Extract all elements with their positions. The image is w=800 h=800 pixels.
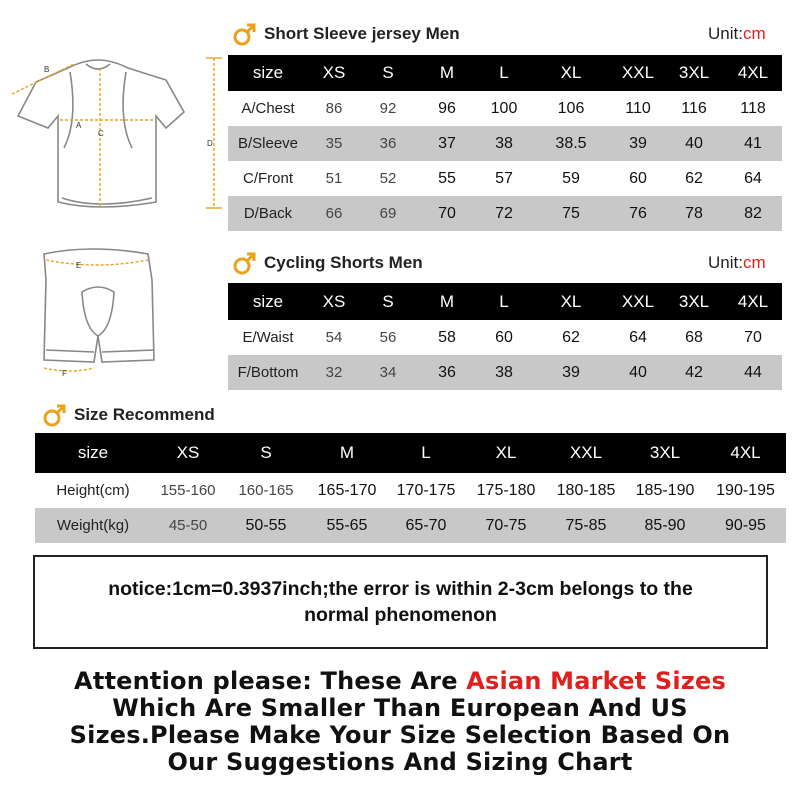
row-label: E/Waist	[228, 320, 308, 355]
header-cell: L	[478, 283, 530, 320]
table-row	[228, 126, 782, 161]
header-cell: XS	[151, 433, 225, 473]
table-cell: 36	[360, 126, 416, 161]
jersey-header-row	[228, 55, 782, 91]
table-cell: 82	[724, 196, 782, 231]
header-cell: size	[35, 433, 151, 473]
header-cell: 3XL	[664, 283, 724, 320]
header-cell: XS	[308, 283, 360, 320]
jersey-diagram	[6, 50, 230, 230]
header-cell: 4XL	[705, 433, 786, 473]
table-cell: 38	[478, 355, 530, 390]
table-cell: 62	[664, 161, 724, 196]
table-row	[228, 320, 782, 355]
jersey-unit: Unit:cm	[708, 24, 766, 43]
table-cell: 36	[416, 355, 478, 390]
table-cell: 37	[416, 126, 478, 161]
table-cell: 54	[308, 320, 360, 355]
unit-cm: cm	[742, 24, 766, 43]
shorts-diagram	[30, 240, 170, 380]
row-label: F/Bottom	[228, 355, 308, 390]
table-row	[35, 508, 786, 543]
header-cell: L	[387, 433, 465, 473]
header-cell: 4XL	[724, 55, 782, 91]
shorts-section-title	[232, 249, 423, 277]
table-cell: 116	[664, 91, 724, 126]
header-cell: XL	[530, 55, 612, 91]
table-row	[228, 91, 782, 126]
table-cell: 55-65	[307, 508, 387, 543]
table-cell: 96	[416, 91, 478, 126]
table-cell: 57	[478, 161, 530, 196]
recommend-size-table	[35, 433, 786, 543]
notice-line-1: notice:1cm=0.3937inch;the error is within 2-3cm belongs to the	[108, 578, 693, 600]
recommend-section-title	[42, 401, 215, 429]
attention-line-3: Sizes.Please Make Your Size Selection Based On	[69, 721, 731, 749]
header-cell: M	[416, 55, 478, 91]
table-cell: 165-170	[307, 473, 387, 508]
header-cell: S	[360, 55, 416, 91]
diagram-label-c: C	[98, 129, 104, 138]
attention-highlight: Asian Market Sizes	[466, 667, 726, 695]
jersey-section-title	[232, 20, 460, 48]
table-cell: 75	[530, 196, 612, 231]
table-cell: 39	[530, 355, 612, 390]
recommend-title: Size Recommend	[74, 405, 215, 424]
table-cell: 66	[308, 196, 360, 231]
table-cell: 86	[308, 91, 360, 126]
table-cell: 70-75	[465, 508, 547, 543]
row-label: Height(cm)	[35, 473, 151, 508]
table-cell: 76	[612, 196, 664, 231]
header-cell: M	[416, 283, 478, 320]
header-cell: 3XL	[625, 433, 705, 473]
table-cell: 85-90	[625, 508, 705, 543]
header-cell: M	[307, 433, 387, 473]
diagram-label-d: D	[207, 139, 213, 148]
jersey-size-table	[228, 55, 782, 231]
table-cell: 78	[664, 196, 724, 231]
row-label: Weight(kg)	[35, 508, 151, 543]
header-cell: size	[228, 283, 308, 320]
row-label: B/Sleeve	[228, 126, 308, 161]
shorts-header-row	[228, 283, 782, 320]
notice-box	[33, 555, 768, 649]
notice-line-2: normal phenomenon	[304, 604, 497, 626]
table-cell: 42	[664, 355, 724, 390]
unit-cm: cm	[742, 253, 766, 272]
table-cell: 38.5	[530, 126, 612, 161]
table-cell: 64	[612, 320, 664, 355]
table-cell: 170-175	[387, 473, 465, 508]
row-label: A/Chest	[228, 91, 308, 126]
table-row	[35, 473, 786, 508]
table-cell: 92	[360, 91, 416, 126]
table-cell: 38	[478, 126, 530, 161]
table-cell: 55	[416, 161, 478, 196]
attention-message	[0, 668, 800, 776]
table-cell: 68	[664, 320, 724, 355]
table-cell: 110	[612, 91, 664, 126]
table-cell: 40	[612, 355, 664, 390]
table-cell: 180-185	[547, 473, 625, 508]
table-cell: 75-85	[547, 508, 625, 543]
header-cell: XXL	[547, 433, 625, 473]
table-cell: 70	[724, 320, 782, 355]
table-cell: 185-190	[625, 473, 705, 508]
row-label: D/Back	[228, 196, 308, 231]
table-cell: 51	[308, 161, 360, 196]
header-cell: S	[225, 433, 307, 473]
table-cell: 69	[360, 196, 416, 231]
table-cell: 39	[612, 126, 664, 161]
shorts-size-table	[228, 283, 782, 390]
header-cell: size	[228, 55, 308, 91]
header-cell: XL	[465, 433, 547, 473]
attention-line-1: Attention please: These Are Asian Market Sizes	[74, 667, 726, 695]
diagram-label-a: A	[76, 121, 82, 130]
header-cell: XXL	[612, 283, 664, 320]
table-cell: 58	[416, 320, 478, 355]
attention-line-4: Our Suggestions And Sizing Chart	[167, 748, 633, 776]
table-row	[228, 355, 782, 390]
diagram-label-f: F	[62, 369, 67, 378]
table-cell: 72	[478, 196, 530, 231]
header-cell: XL	[530, 283, 612, 320]
table-cell: 65-70	[387, 508, 465, 543]
table-row	[228, 196, 782, 231]
male-icon	[232, 250, 258, 276]
header-cell: S	[360, 283, 416, 320]
table-cell: 62	[530, 320, 612, 355]
table-cell: 175-180	[465, 473, 547, 508]
table-cell: 50-55	[225, 508, 307, 543]
table-cell: 160-165	[225, 473, 307, 508]
table-cell: 34	[360, 355, 416, 390]
recommend-header-row	[35, 433, 786, 473]
table-cell: 155-160	[151, 473, 225, 508]
table-cell: 35	[308, 126, 360, 161]
table-cell: 32	[308, 355, 360, 390]
jersey-title: Short Sleeve jersey Men	[264, 24, 460, 43]
male-icon	[232, 21, 258, 47]
table-row	[228, 161, 782, 196]
table-cell: 64	[724, 161, 782, 196]
table-cell: 70	[416, 196, 478, 231]
male-icon	[42, 402, 68, 428]
table-cell: 106	[530, 91, 612, 126]
table-cell: 118	[724, 91, 782, 126]
header-cell: XXL	[612, 55, 664, 91]
row-label: C/Front	[228, 161, 308, 196]
table-cell: 45-50	[151, 508, 225, 543]
shorts-title: Cycling Shorts Men	[264, 253, 423, 272]
shorts-unit: Unit:cm	[708, 253, 766, 272]
header-cell: XS	[308, 55, 360, 91]
table-cell: 60	[478, 320, 530, 355]
diagram-label-e: E	[76, 261, 82, 270]
table-cell: 90-95	[705, 508, 786, 543]
header-cell: 3XL	[664, 55, 724, 91]
table-cell: 52	[360, 161, 416, 196]
table-cell: 40	[664, 126, 724, 161]
table-cell: 60	[612, 161, 664, 196]
table-cell: 190-195	[705, 473, 786, 508]
header-cell: 4XL	[724, 283, 782, 320]
table-cell: 56	[360, 320, 416, 355]
diagram-label-b: B	[44, 65, 50, 74]
table-cell: 100	[478, 91, 530, 126]
header-cell: L	[478, 55, 530, 91]
table-cell: 59	[530, 161, 612, 196]
attention-line-2: Which Are Smaller Than European And US	[112, 694, 688, 722]
table-cell: 44	[724, 355, 782, 390]
table-cell: 41	[724, 126, 782, 161]
